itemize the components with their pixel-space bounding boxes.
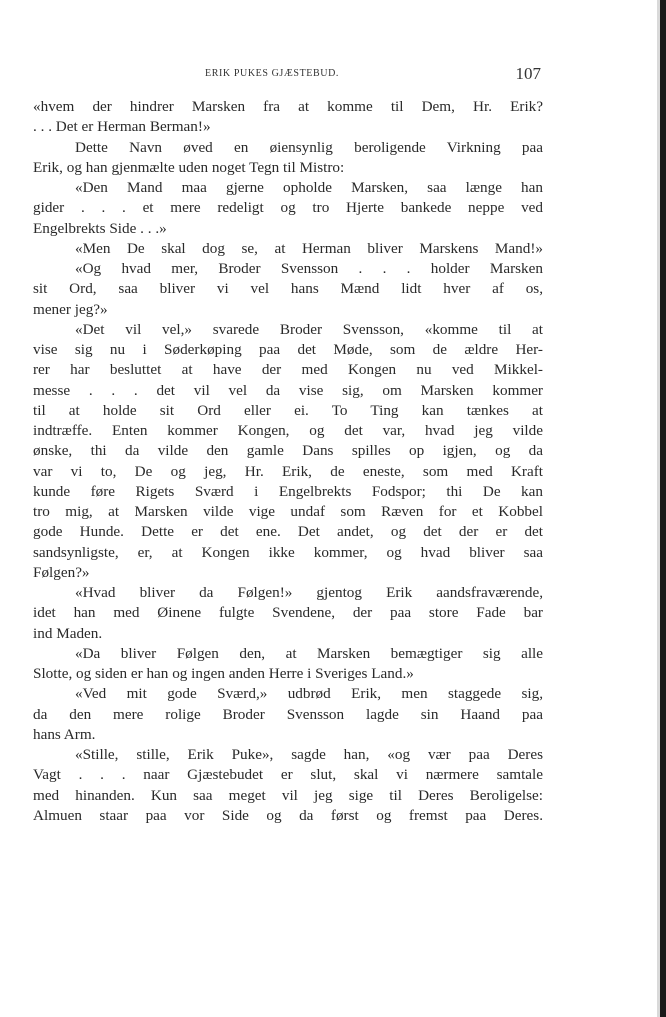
page-edge xyxy=(660,0,666,1017)
text-line: tro mig, at Marsken vilde vige undaf som Ræven for et Kobbel xyxy=(33,503,543,520)
text-line: «Ved mit gode Sværd,» udbrød Erik, men staggede sig, xyxy=(75,685,543,703)
running-title: ERIK PUKES GJÆSTEBUD. xyxy=(205,68,340,79)
text-line: «Stille, stille, Erik Puke», sagde han, «og vær paa Deres xyxy=(75,746,543,763)
text-line: «Hvad bliver da Følgen!» gjentog Erik aandsfraværende, xyxy=(75,584,543,601)
text-line: Erik, og han gjenmælte uden noget Tegn til Mistro: xyxy=(33,158,345,176)
text-line: «Da bliver Følgen den, at Marsken bemægtiger sig alle xyxy=(75,644,543,662)
text-line: «Det vil vel,» svarede Broder Svensson, «komme til at xyxy=(75,320,543,338)
text-line: med hinanden. Kun saa meget vil jeg sige til Deres Beroligelse: xyxy=(33,786,543,804)
text-line: vise sig nu i Søderkøping paa det Møde, som de ældre Her- xyxy=(33,341,543,358)
text-line: kunde føre Rigets Sværd i Engelbrekts Fodspor; thi De kan xyxy=(33,482,543,500)
text-line: «hvem der hindrer Marsken fra at komme til Dem, Hr. Erik? xyxy=(33,98,543,115)
text-line: Engelbrekts Side . . .» xyxy=(33,219,167,237)
text-line: «Og hvad mer, Broder Svensson . . . holder Marsken xyxy=(75,260,543,277)
text-line: gode Hunde. Dette er det ene. Det andet, og det der er det xyxy=(33,523,543,541)
text-line: «Men De skal dog se, at Herman bliver Marskens Mand!» xyxy=(75,239,543,257)
text-line: Følgen?» xyxy=(33,563,90,581)
text-line: sit Ord, saa bliver vi vel hans Mænd lidt hver af os, xyxy=(33,280,543,298)
text-line: da den mere rolige Broder Svensson lagde sin Haand paa xyxy=(33,705,543,723)
text-line: gider . . . et mere redeligt og tro Hjerte bankede neppe ved xyxy=(33,199,543,217)
body-text xyxy=(33,97,543,826)
text-line: til at holde sit Ord eller ei. To Ting kan tænkes at xyxy=(33,401,543,419)
page-number: 107 xyxy=(515,64,541,83)
text-line: idet han med Øinene fulgte Svendene, der paa store Fade bar xyxy=(33,604,543,622)
text-line: var vi to, De og jeg, Hr. Erik, de eneste, som med Kraft xyxy=(33,462,543,480)
text-line: «Den Mand maa gjerne opholde Marsken, saa længe han xyxy=(75,179,543,196)
text-line: Dette Navn øved en øiensynlig beroligende Virkning paa xyxy=(75,138,543,156)
text-line: ønske, thi da vilde den gamle Dans spilles op igjen, og da xyxy=(33,442,543,460)
text-line: Slotte, og siden er han og ingen anden Herre i Sveriges Land.» xyxy=(33,665,414,682)
text-line: rer har besluttet at have der med Kongen nu ved Mikkel- xyxy=(33,361,543,379)
text-line: mener jeg?» xyxy=(33,300,108,318)
text-line: Vagt . . . naar Gjæstebudet er slut, skal vi nærmere samtale xyxy=(33,766,543,784)
text-line: indtræffe. Enten kommer Kongen, og det var, hvad jeg vilde xyxy=(33,422,543,439)
text-line: hans Arm. xyxy=(33,725,96,743)
text-line: Almuen staar paa vor Side og da først og fremst paa Deres. xyxy=(33,806,543,824)
text-line: ind Maden. xyxy=(33,624,103,642)
text-line: . . . Det er Herman Berman!» xyxy=(33,118,211,136)
text-line: messe . . . det vil vel da vise sig, om Marsken kommer xyxy=(33,381,543,399)
text-line: sandsynligste, er, at Kongen ikke kommer, og hvad bliver saa xyxy=(33,543,543,561)
page-header xyxy=(33,64,543,88)
